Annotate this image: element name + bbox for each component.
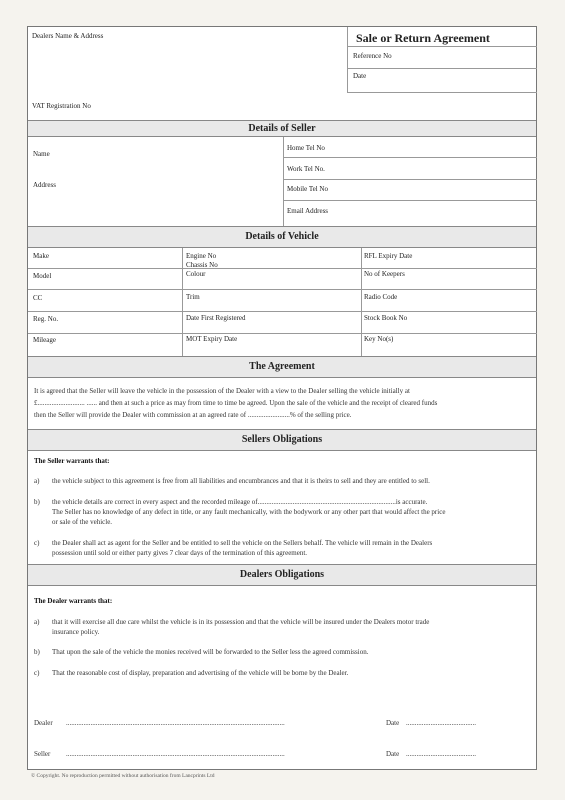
trim-label[interactable]: Trim bbox=[186, 293, 200, 301]
seller-signature-line[interactable]: ............................................................................................................................. bbox=[66, 750, 285, 758]
dealer-date-line[interactable]: ........................................ bbox=[406, 719, 476, 727]
radio-code-label[interactable]: Radio Code bbox=[364, 293, 398, 301]
seller-item-b-line-3: or sale of the vehicle. bbox=[52, 518, 113, 526]
dealer-item-a-line-2: insurance policy. bbox=[52, 628, 100, 636]
agreement-line-3: then the Seller will provide the Dealer with commission at an agreed rate of ........................% of the selling price. bbox=[34, 411, 352, 419]
dealer-signature-label: Dealer bbox=[34, 719, 53, 727]
work-tel-divider bbox=[283, 179, 537, 180]
vehicle-col1-divider bbox=[182, 248, 183, 356]
dealer-item-c-label: c) bbox=[34, 669, 40, 677]
date-label[interactable]: Date bbox=[353, 72, 367, 80]
mileage-label[interactable]: Mileage bbox=[33, 336, 56, 344]
seller-item-b-label: b) bbox=[34, 498, 40, 506]
dealer-warrants-intro: The Dealer warrants that: bbox=[34, 597, 113, 605]
model-label[interactable]: Model bbox=[33, 272, 52, 280]
mot-expiry-label[interactable]: MOT Expiry Date bbox=[186, 335, 238, 343]
cc-label[interactable]: CC bbox=[33, 294, 43, 302]
seller-name-label[interactable]: Name bbox=[33, 150, 50, 158]
rfl-expiry-label[interactable]: RFL Expiry Date bbox=[364, 252, 413, 260]
work-tel-label[interactable]: Work Tel No. bbox=[287, 165, 325, 173]
mobile-tel-divider bbox=[283, 200, 537, 201]
dealer-date-label: Date bbox=[386, 719, 400, 727]
agreement-line-2: £........................... ...... and then at such a price as may from time to time be agreed. Upon the sale of the vehicle and the receipt of cleared funds bbox=[34, 399, 438, 407]
form-title: Sale or Return Agreement bbox=[356, 31, 490, 45]
make-label[interactable]: Make bbox=[33, 252, 49, 260]
seller-item-c-label: c) bbox=[34, 539, 40, 547]
dealer-signature-line[interactable]: ............................................................................................................................. bbox=[66, 719, 285, 727]
seller-section-heading: Details of Seller bbox=[28, 120, 536, 137]
dealer-item-a-label: a) bbox=[34, 618, 40, 626]
dealer-item-b-label: b) bbox=[34, 648, 40, 656]
engine-no-label[interactable]: Engine No bbox=[186, 252, 217, 260]
dealer-item-a-line-1: that it will exercise all due care whilst the vehicle is in its possession and that the vehicle will be insured under the Dealers motor trade bbox=[52, 618, 430, 626]
seller-signature-label: Seller bbox=[34, 750, 51, 758]
seller-date-line[interactable]: ........................................ bbox=[406, 750, 476, 758]
home-tel-label[interactable]: Home Tel No bbox=[287, 144, 325, 152]
chassis-no-label[interactable]: Chassis No bbox=[186, 261, 218, 269]
title-underline bbox=[347, 46, 537, 47]
reg-no-label[interactable]: Reg. No. bbox=[33, 315, 59, 323]
agreement-form bbox=[27, 26, 537, 770]
mobile-tel-label[interactable]: Mobile Tel No bbox=[287, 185, 328, 193]
copyright-notice: © Copyright. No reproduction permitted without authorisation from Lancprints Ltd bbox=[31, 773, 215, 779]
agreement-section-heading: The Agreement bbox=[28, 356, 536, 378]
keepers-label[interactable]: No of Keepers bbox=[364, 270, 405, 278]
dealer-item-c-text: That the reasonable cost of display, preparation and advertising of the vehicle will be borne by the Dealer. bbox=[52, 669, 349, 677]
seller-column-divider bbox=[283, 137, 284, 226]
dealer-obligations-heading: Dealers Obligations bbox=[28, 564, 536, 586]
home-tel-divider bbox=[283, 157, 537, 158]
seller-address-label[interactable]: Address bbox=[33, 181, 56, 189]
header-right-divider bbox=[347, 27, 348, 92]
reference-no-label[interactable]: Reference No bbox=[353, 52, 392, 60]
vehicle-col2-divider bbox=[361, 248, 362, 356]
seller-item-c-line-2: possession until sold or either party gives 7 clear days of the termination of this agreement. bbox=[52, 549, 308, 557]
vat-registration-label: VAT Registration No bbox=[32, 102, 91, 110]
agreement-line-1: It is agreed that the Seller will leave the vehicle in the possession of the Dealer with a view to the Dealer selling the vehicle initially at bbox=[34, 387, 410, 395]
vehicle-section-heading: Details of Vehicle bbox=[28, 226, 536, 248]
vehicle-row4-divider bbox=[28, 333, 537, 334]
seller-date-label: Date bbox=[386, 750, 400, 758]
date-first-registered-label[interactable]: Date First Registered bbox=[186, 314, 246, 322]
dealer-item-b-text: That upon the sale of the vehicle the monies received will be forwarded to the Seller less the agreed commission. bbox=[52, 648, 369, 656]
seller-item-a-label: a) bbox=[34, 477, 40, 485]
reference-divider bbox=[347, 68, 537, 69]
colour-label[interactable]: Colour bbox=[186, 270, 206, 278]
email-label[interactable]: Email Address bbox=[287, 207, 329, 215]
vehicle-row1-divider bbox=[28, 268, 537, 269]
seller-warrants-intro: The Seller warrants that: bbox=[34, 457, 110, 465]
seller-obligations-heading: Sellers Obligations bbox=[28, 429, 536, 451]
vehicle-row3-divider bbox=[28, 311, 537, 312]
seller-item-b-line-2: The Seller has no knowledge of any defect in title, or any fault mechanically, with the bodywork or any other part that would affect the price bbox=[52, 508, 446, 516]
dealer-name-address-label: Dealers Name & Address bbox=[32, 32, 104, 40]
stock-book-no-label[interactable]: Stock Book No bbox=[364, 314, 408, 322]
key-nos-label[interactable]: Key No(s) bbox=[364, 335, 394, 343]
seller-item-b-line-1: the vehicle details are correct in every aspect and the recorded mileage of...............................................................................is accurate. bbox=[52, 498, 428, 506]
date-divider bbox=[347, 92, 537, 93]
seller-item-c-line-1: the Dealer shall act as agent for the Seller and be entitled to sell the vehicle on the Sellers behalf. The vehicle will remain in the Dealers bbox=[52, 539, 433, 547]
seller-item-a-text: the vehicle subject to this agreement is free from all liabilities and encumbrances and that it is theirs to sell and they are entitled to sell. bbox=[52, 477, 430, 485]
vehicle-row2-divider bbox=[28, 289, 537, 290]
